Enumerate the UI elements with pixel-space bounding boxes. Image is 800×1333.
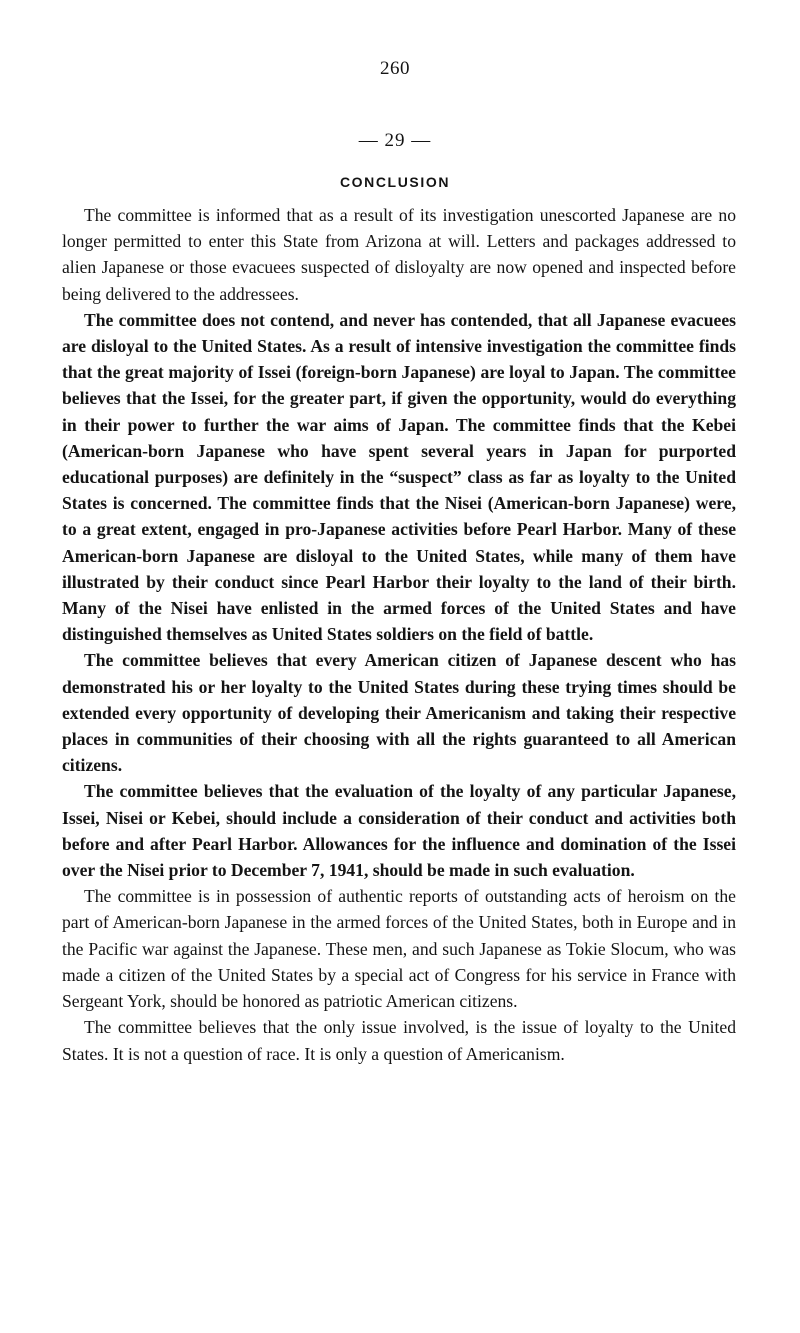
paragraph-heroism-reports: The committee is in possession of authentic reports of outstanding acts of heroism on the part of American-born Japanese in the armed forces of the United States, both in Europe and in the Pacific war against the Japanese. These men, and such Japanese as Tokie Slocum, who was made a citizen of the United States by a special act of Congress for his service in France with Sergeant York, should be honored as patriotic American citizens. — [62, 886, 736, 1012]
section-number: — 29 — — [358, 130, 432, 151]
paragraph-loyalty-evaluation: The committee believes that the evaluation of the loyalty of any particular Japanese, Issei, Nisei or Kebei, should include a consideration of their conduct and activities both before and after Pearl Harbor. Allowances for the influence and domination of the Issei over the Nisei prior to December 7, 1941, should be made in such evaluation. — [62, 781, 736, 881]
paragraph-arizona-entry: The committee is informed that as a result of its investigation unescorted Japanese are no longer permitted to enter this State from Arizona at will. Letters and packages addressed to alien Japanese or those evacuees suspected of disloyalty are now opened and inspected before being delivered to the addressees. — [62, 205, 736, 304]
page-number: 260 — [380, 58, 410, 79]
body-text — [62, 202, 736, 1067]
paragraph-loyalty-findings: The committee does not contend, and never has contended, that all Japanese evacuees are disloyal to the United States. As a result of intensive investigation the committee finds that the great majority of Issei (foreign-born Japanese) are loyal to Japan. The committee believes that the Issei, for the greater part, if given the opportunity, would do everything in their power to further the war aims of Japan. The committee finds that the Kebei (American-born Japanese who have spent several years in Japan for purported educational purposes) are definitely in the “suspect” class as far as loyalty to the United States is concerned. The committee finds that the Nisei (American-born Japanese) were, to a great extent, engaged in pro-Japanese activities before Pearl Harbor. Many of these American-born Japanese are disloyal to the United States, while many of them have illustrated by their conduct since Pearl Harbor their loyalty to the land of their birth. Many of the Nisei have enlisted in the armed forces of the United States and have distinguished themselves as United States soldiers on the field of battle. — [62, 309, 736, 645]
section-heading: CONCLUSION — [339, 174, 451, 190]
paragraph-americanism: The committee believes that the only issue involved, is the issue of loyalty to the United States. It is not a question of race. It is only a question of Americanism. — [62, 1017, 736, 1064]
paragraph-citizen-opportunity: The committee believes that every American citizen of Japanese descent who has demonstrated his or her loyalty to the United States during these trying times should be extended every opportunity of developing their Americanism and taking their respective places in communities of their choosing with all the rights guaranteed to all American citizens. — [62, 650, 736, 776]
